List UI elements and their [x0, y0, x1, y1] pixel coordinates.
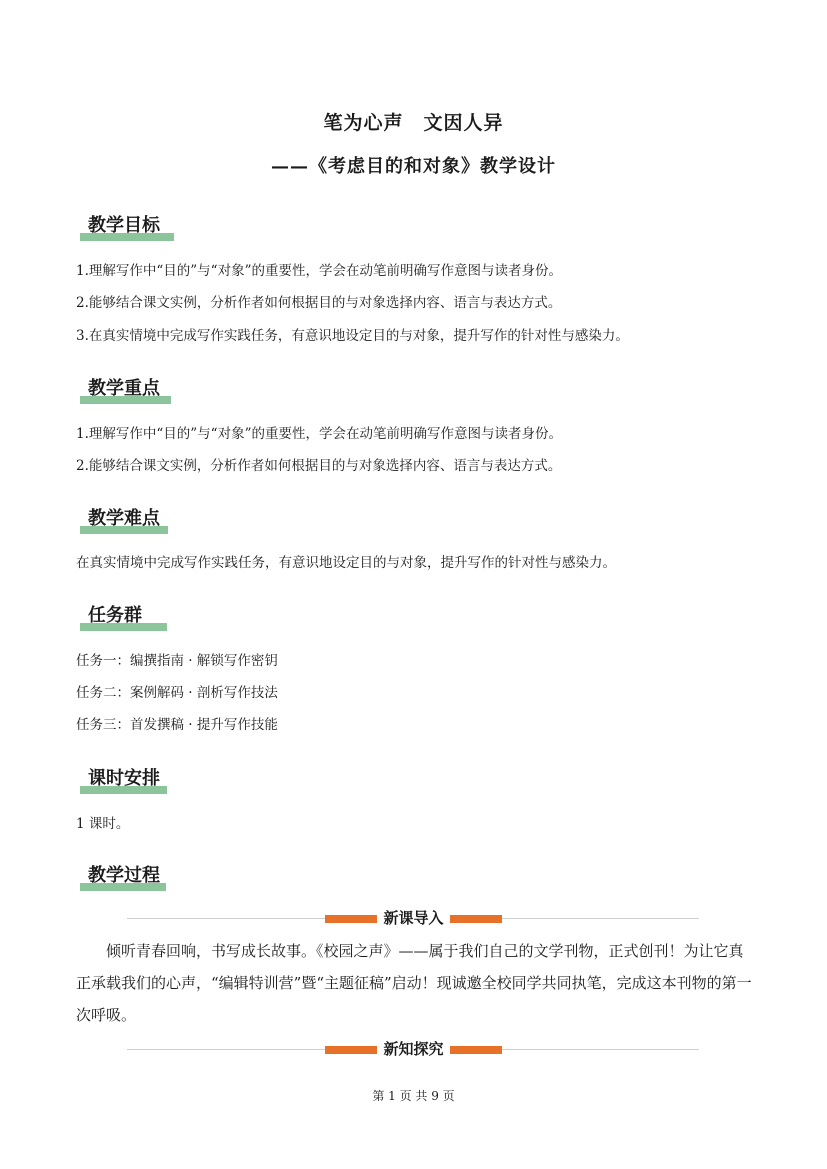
divider-accent-left: [325, 1046, 377, 1054]
section-heading-process: [80, 861, 166, 893]
section-heading-label: 教学难点: [88, 508, 160, 529]
divider-label: 新课导入: [377, 907, 450, 928]
section-heading-label: 教学目标: [88, 215, 160, 236]
section-heading-goals: [80, 211, 174, 243]
task-item-2: 任务二：案例解码 · 剖析写作技法: [76, 685, 278, 701]
page-footer: 第 1 页 共 9 页: [372, 1089, 455, 1103]
schedule-item-1: 1 课时。: [76, 816, 130, 832]
key-point-item-1: 1.理解写作中“目的”与“对象”的重要性，学会在动笔前明确写作意图与读者身份。: [76, 426, 562, 442]
section-heading-label: 课时安排: [88, 768, 160, 789]
section-heading-label: 教学重点: [88, 378, 160, 399]
divider-accent-right: [450, 915, 502, 923]
document-subtitle: ——《考虑目的和对象》教学设计: [271, 156, 556, 177]
intro-paragraph: 倾听青春回响，书写成长故事。《校园之声》——属于我们自己的文学刊物，正式创刊！为让它真正承载我们的心声，“编辑特训营”暨“主题征稿”启动！现诚邀全校同学共同执笔，完成这本刊物的第一次呼吸。: [76, 942, 752, 1024]
goal-item-1: 1.理解写作中“目的”与“对象”的重要性，学会在动笔前明确写作意图与读者身份。: [76, 263, 562, 279]
section-heading-schedule: [80, 764, 167, 796]
goal-item-2: 2.能够结合课文实例，分析作者如何根据目的与对象选择内容、语言与表达方式。: [76, 295, 562, 311]
section-heading-label: 教学过程: [88, 865, 160, 886]
divider-label: 新知探究: [377, 1038, 450, 1059]
divider-explore: [127, 1041, 699, 1059]
section-heading-key-points: [80, 374, 171, 406]
document-title: 笔为心声 文因人异: [323, 112, 504, 134]
task-item-3: 任务三：首发撰稿 · 提升写作技能: [76, 717, 278, 733]
difficulty-item-1: 在真实情境中完成写作实践任务，有意识地设定目的与对象，提升写作的针对性与感染力。: [76, 555, 616, 571]
goal-item-3: 3.在真实情境中完成写作实践任务，有意识地设定目的与对象，提升写作的针对性与感染力。: [76, 328, 629, 344]
key-point-item-2: 2.能够结合课文实例，分析作者如何根据目的与对象选择内容、语言与表达方式。: [76, 458, 562, 474]
divider-accent-right: [450, 1046, 502, 1054]
section-heading-label: 任务群: [88, 605, 142, 626]
task-item-1: 任务一：编撰指南 · 解锁写作密钥: [76, 653, 278, 669]
section-heading-tasks: [80, 601, 167, 633]
divider-intro: [127, 910, 699, 928]
section-heading-difficulties: [80, 504, 168, 536]
divider-accent-left: [325, 915, 377, 923]
